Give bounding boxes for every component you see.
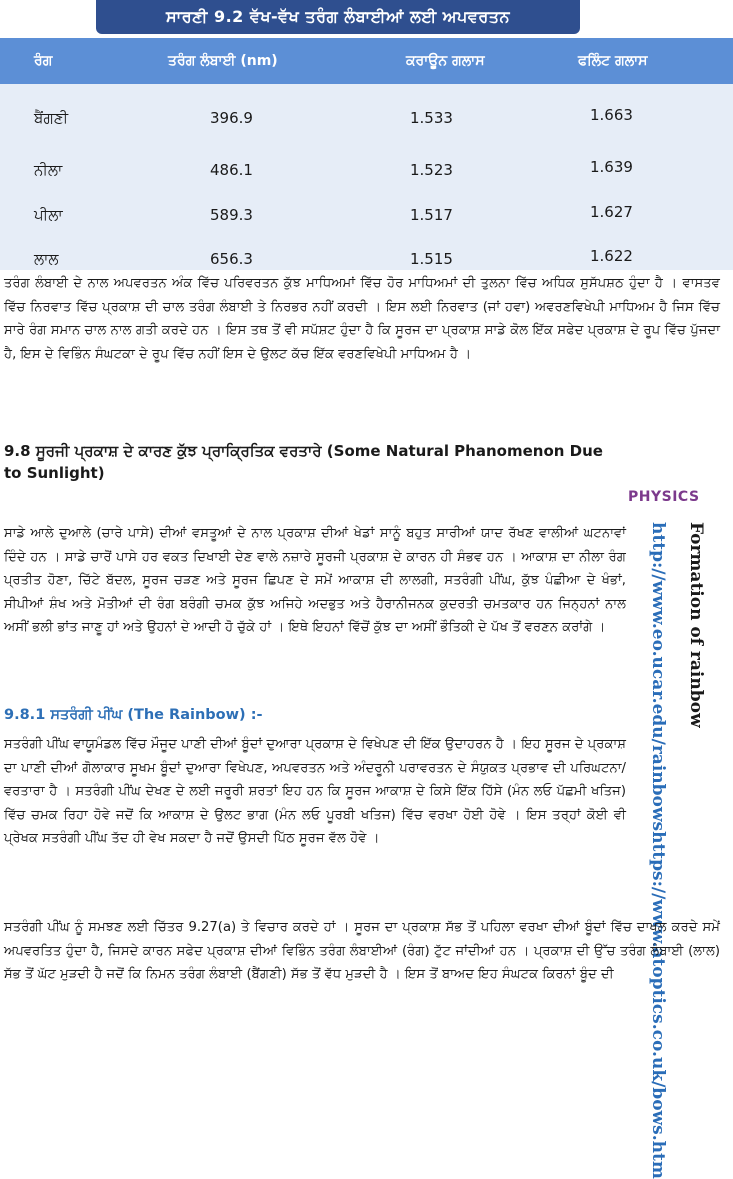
table-title: ਸਾਰਣੀ 9.2 ਵੱਖ-ਵੱਖ ਤਰੰਗ ਲੰਬਾਈਆਂ ਲਈ ਅਪਵਰਤਨ — [96, 0, 580, 34]
cell-wavelength: 396.9 — [210, 109, 253, 127]
side-url-link[interactable] — [648, 522, 668, 1179]
side-url[interactable]: http://www.eo.ucar.edu/rainbows — [648, 522, 668, 832]
header-flint-glass: ਫਲਿੰਟ ਗਲਾਸ — [578, 53, 648, 69]
subsection-heading: 9.8.1 ਸਤਰੰਗੀ ਪੀਂਘ (The Rainbow) :- — [4, 707, 263, 723]
cell-wavelength: 589.3 — [210, 206, 253, 224]
cell-flint: 1.627 — [590, 203, 633, 221]
refraction-table — [0, 38, 733, 270]
header-wavelength: ਤਰੰਗ ਲੰਬਾਈ (nm) — [168, 53, 278, 69]
side-title: Formation of rainbow — [686, 522, 706, 728]
cell-wavelength: 656.3 — [210, 250, 253, 268]
cell-color: ਨੀਲਾ — [34, 161, 63, 179]
cell-color: ਬੈਂਗਣੀ — [34, 109, 69, 127]
side-url-2[interactable]: https://www.atoptics.co.uk/bows.htm — [648, 831, 668, 1179]
table-row — [0, 96, 733, 140]
paragraph-rainbow: ਸਤਰੰਗੀ ਪੀਂਘ ਵਾਯੂਮੰਡਲ ਵਿੱਚ ਮੌਜੂਦ ਪਾਣੀ ਦੀਆਂ ਬੂੰਦਾਂ ਦੁਆਰਾ ਪ੍ਰਕਾਸ਼ ਦੇ ਵਿਖੇਪਣ ਦੀ ਇੱਕ ਉਦਾਹਰਨ ਹੈ । ਇਹ ਸੂਰਜ ਦੇ ਪ੍ਰਕਾਸ਼ ਦਾ ਪਾਣੀ ਦੀਆਂ ਗੋਲਾਕਾਰ ਸੂਖਮ ਬੂੰਦਾਂ ਦੁਆਰਾ ਵਿਖੇਪਣ, ਅਪਵਰਤਨ ਅਤੇ ਅੰਦਰੂਨੀ ਪਰਾਵਰਤਨ ਦੇ ਸੰਯੁਕਤ ਪ੍ਰਭਾਵ ਦੀ ਪਰਿਘਟਨਾ/ਵਰਤਾਰਾ ਹੈ । ਸਤਰੰਗੀ ਪੀਂਘ ਦੇਖਣ ਦੇ ਲਈ ਜਰੂਰੀ ਸ਼ਰਤਾਂ ਇਹ ਹਨ ਕਿ ਸੂਰਜ ਆਕਾਸ਼ ਦੇ ਕਿਸੇ ਇੱਕ ਹਿੱਸੇ (ਮੰਨ ਲਓ ਪੱਛਮੀ ਖਤਿਜ) ਵਿੱਚ ਚਮਕ ਰਿਹਾ ਹੋਵੇ ਜਦੋਂ ਕਿ ਆਕਾਸ਼ ਦੇ ਉਲਟ ਭਾਗ (ਮੰਨ ਲਓ ਪੂਰਬੀ ਖਤਿਜ) ਵਿੱਚ ਵਰਖਾ ਹੋਈ ਹੋਵੇ । ਇਸ ਤਰ੍ਹਾਂ ਕੋਈ ਵੀ ਪ੍ਰੇਖਕ ਸਤਰੰਗੀ ਪੀਂਘ ਤੱਦ ਹੀ ਵੇਖ ਸਕਦਾ ਹੈ ਜਦੋਂ ਉਸਦੀ ਪਿੱਠ ਸੂਰਜ ਵੱਲ ਹੋਵੇ । — [4, 737, 626, 847]
paragraph-rainbow-formation: ਸਤਰੰਗੀ ਪੀਂਘ ਨੂੰ ਸਮਝਣ ਲਈ ਚਿੱਤਰ 9.27(a) ਤੇ ਵਿਚਾਰ ਕਰਦੇ ਹਾਂ । ਸੂਰਜ ਦਾ ਪ੍ਰਕਾਸ਼ ਸੱਭ ਤੋਂ ਪਹਿਲਾ ਵਰਖਾ ਦੀਆਂ ਬੂੰਦਾਂ ਵਿੱਚ ਦਾਖਲ ਕਰਦੇ ਸਮੇਂ ਅਪਵਰਤਿਤ ਹੁੰਦਾ ਹੈ, ਜਿਸਦੇ ਕਾਰਨ ਸਫੇਦ ਪ੍ਰਕਾਸ਼ ਦੀਆਂ ਵਿਭਿੰਨ ਤਰੰਗ ਲੰਬਾਈਆਂ (ਰੰਗ) ਟੁੱਟ ਜਾਂਦੀਆਂ ਹਨ । ਪ੍ਰਕਾਸ਼ ਦੀ ਉੱਚ ਤਰੰਗ ਲੰਬਾਈ (ਲਾਲ) ਸੱਭ ਤੋਂ ਘੱਟ ਮੁੜਦੀ ਹੈ ਜਦੋਂ ਕਿ ਨਿਮਨ ਤਰੰਗ ਲੰਬਾਈ (ਬੈਂਗਣੀ) ਸੱਭ ਤੋਂ ਵੱਧ ਮੁੜਦੀ ਹੈ । ਇਸ ਤੋਂ ਬਾਅਦ ਇਹ ਸੰਘਟਕ ਕਿਰਨਾਂ ਬੂੰਦ ਦੀ — [4, 920, 720, 983]
cell-color: ਪੀਲਾ — [34, 206, 63, 224]
table-header — [0, 38, 733, 84]
table-row — [0, 148, 733, 192]
cell-color: ਲਾਲ — [34, 250, 59, 268]
cell-flint: 1.622 — [590, 247, 633, 265]
section-heading: 9.8 ਸੂਰਜੀ ਪ੍ਰਕਾਸ਼ ਦੇ ਕਾਰਣ ਕੁੱਝ ਪ੍ਰਾਕ੍ਰਿਤਿਕ ਵਰਤਾਰੇ (Some Natural Phanomenon Due to Sunlight) — [4, 442, 603, 482]
cell-flint: 1.663 — [590, 106, 633, 124]
header-crown-glass: ਕਰਾਊਨ ਗਲਾਸ — [406, 53, 485, 69]
cell-crown: 1.523 — [410, 161, 453, 179]
cell-wavelength: 486.1 — [210, 161, 253, 179]
table-row — [0, 193, 733, 237]
paragraph-natural-phenomena: ਸਾਡੇ ਆਲੇ ਦੁਆਲੇ (ਚਾਰੇ ਪਾਸੇ) ਦੀਆਂ ਵਸਤੂਆਂ ਦੇ ਨਾਲ ਪ੍ਰਕਾਸ਼ ਦੀਆਂ ਖੇਡਾਂ ਸਾਨੂੰ ਬਹੁਤ ਸਾਰੀਆਂ ਯਾਦ ਰੱਖਣ ਵਾਲੀਆਂ ਘਟਨਾਵਾਂ ਦਿੰਦੇ ਹਨ । ਸਾਡੇ ਚਾਰੋਂ ਪਾਸੇ ਹਰ ਵਕਤ ਦਿਖਾਈ ਦੇਣ ਵਾਲੇ ਨਜ਼ਾਰੇ ਸੂਰਜੀ ਪ੍ਰਕਾਸ਼ ਦੇ ਕਾਰਨ ਹੀ ਸੰਭਵ ਹਨ । ਆਕਾਸ਼ ਦਾ ਨੀਲਾ ਰੰਗ ਪ੍ਰਤੀਤ ਹੋਣਾ, ਚਿੱਟੇ ਬੱਦਲ, ਸੂਰਜ ਚੜਣ ਅਤੇ ਸੂਰਜ ਛਿਪਣ ਦੇ ਸਮੇਂ ਆਕਾਸ਼ ਦੀ ਲਾਲਗੀ, ਸਤਰੰਗੀ ਪੀਂਘ, ਕੁੱਝ ਪੰਛੀਆ ਦੇ ਖੰਭਾਂ, ਸੀਪੀਆਂ ਸ਼ੰਖ ਅਤੇ ਮੋਤੀਆਂ ਦੀ ਰੰਗ ਬਰੰਗੀ ਚਮਕ ਕੁੱਝ ਅਜਿਹੇ ਅਦਭੁਤ ਅਤੇ ਹੈਰਾਨੀਜਨਕ ਕੁਦਰਤੀ ਚਮਤਕਾਰ ਹਨ ਜਿਨ੍ਹਨਾਂ ਨਾਲ ਅਸੀਂ ਭਲੀ ਭਾਂਤ ਜਾਣੂ ਹਾਂ ਅਤੇ ਉਹਨਾਂ ਦੇ ਆਦੀ ਹੋ ਚੁੱਕੇ ਹਾਂ । ਇਥੇ ਇਹਨਾਂ ਵਿੱਚੋਂ ਕੁੱਝ ਦਾ ਅਸੀਂ ਭੌਤਿਕੀ ਦੇ ਪੱਖ ਤੋਂ ਵਰਣਨ ਕਰਾਂਗੇ । — [4, 526, 626, 636]
paragraph-dispersion: ਤਰੰਗ ਲੰਬਾਈ ਦੇ ਨਾਲ ਅਪਵਰਤਨ ਅੰਕ ਵਿੱਚ ਪਰਿਵਰਤਨ ਕੁੱਝ ਮਾਧਿਅਮਾਂ ਵਿੱਚ ਹੋਰ ਮਾਧਿਅਮਾਂ ਦੀ ਤੁਲਨਾ ਵਿੱਚ ਅਧਿਕ ਸੁਸੱਪਸ਼ਠ ਹੁੰਦਾ ਹੈ । ਵਾਸਤਵ ਵਿੱਚ ਨਿਰਵਾਤ ਵਿੱਚ ਪ੍ਰਕਾਸ਼ ਦੀ ਚਾਲ ਤਰੰਗ ਲੰਬਾਈ ਤੇ ਨਿਰਭਰ ਨਹੀਂ ਕਰਦੀ । ਇਸ ਲਈ ਨਿਰਵਾਤ (ਜਾਂ ਹਵਾ) ਅਵਰਣਵਿਖੇਪੀ ਮਾਧਿਅਮ ਹੈ ਜਿਸ ਵਿੱਚ ਸਾਰੇ ਰੰਗ ਸਮਾਨ ਚਾਲ ਨਾਲ ਗਤੀ ਕਰਦੇ ਹਨ । ਇਸ ਤਥ ਤੋਂ ਵੀ ਸਪੱਸ਼ਟ ਹੁੰਦਾ ਹੈ ਕਿ ਸੂਰਜ ਦਾ ਪ੍ਰਕਾਸ਼ ਸਾਡੇ ਕੋਲ ਇੱਕ ਸਫੇਦ ਪ੍ਰਕਾਸ਼ ਦੇ ਰੂਪ ਵਿੱਚ ਪੁੱਜਦਾ ਹੈ, ਇਸ ਦੇ ਵਿਭਿੰਨ ਸੰਘਟਕਾ ਦੇ ਰੂਪ ਵਿੱਚ ਨਹੀਂ ਇਸ ਦੇ ਉਲਟ ਕੱਚ ਇੱਕ ਵਰਣਵਿਖੇਪੀ ਮਾਧਿਅਮ ਹੈ । — [4, 276, 720, 362]
physics-badge: PHYSICS — [628, 489, 700, 505]
cell-crown: 1.517 — [410, 206, 453, 224]
cell-flint: 1.639 — [590, 158, 633, 176]
cell-crown: 1.515 — [410, 250, 453, 268]
header-color: ਰੰਗ — [34, 53, 53, 69]
cell-crown: 1.533 — [410, 109, 453, 127]
